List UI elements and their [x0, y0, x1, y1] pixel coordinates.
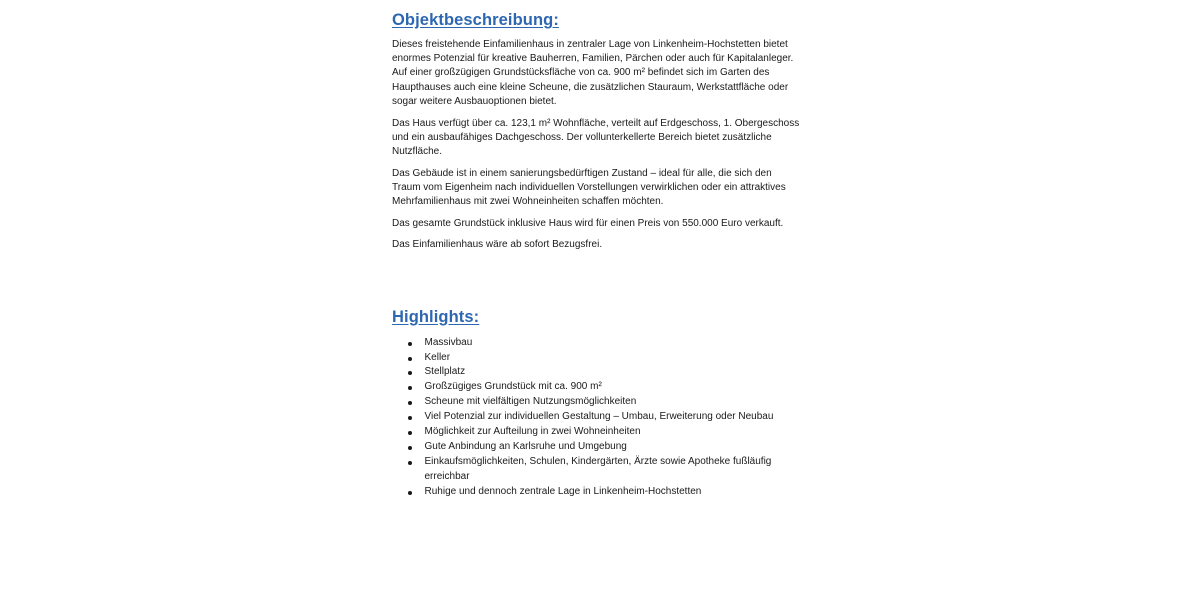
list-item [392, 336, 800, 351]
list-item [392, 380, 800, 395]
bullet-icon [408, 431, 412, 435]
list-item-text: Möglichkeit zur Aufteilung in zwei Wohneinheiten [424, 426, 641, 438]
bullet-icon [408, 357, 412, 361]
list-item [392, 440, 800, 455]
list-item-text: Einkaufsmöglichkeiten, Schulen, Kindergärten, Ärzte sowie Apotheke fußläufig erreichbar [424, 455, 772, 482]
list-item [392, 395, 800, 410]
list-item [392, 365, 800, 380]
paragraph-wohnflaeche: Das Haus verfügt über ca. 123,1 m² Wohnfläche, verteilt auf Erdgeschoss, 1. Obergeschoss und ein ausbaufähiges Dachgeschoss. Der vollunterkellerte Bereich bietet zusätzliche Nutzfläche. [392, 117, 800, 157]
paragraph-bezug: Das Einfamilienhaus wäre ab sofort Bezugsfrei. [392, 239, 603, 251]
list-item [392, 351, 800, 366]
bullet-icon [408, 386, 412, 390]
section-heading-highlights: Highlights: [392, 307, 480, 326]
list-item-text: Stellplatz [424, 366, 466, 378]
document-body [392, 10, 800, 500]
highlights-list [392, 336, 800, 500]
paragraph-preis: Das gesamte Grundstück inklusive Haus wird für einen Preis von 550.000 Euro verkauft. [392, 217, 784, 229]
paragraph-zustand: Das Gebäude ist in einem sanierungsbedürftigen Zustand – ideal für alle, die sich den Traum vom Eigenheim nach individuellen Vorstellungen verwirklichen oder ein attraktives Mehrfamilienhaus mit zwei Wohneinheiten schaffen möchten. [392, 167, 786, 208]
bullet-icon [408, 416, 412, 420]
section-heading-objektbeschreibung: Objektbeschreibung: [392, 11, 559, 29]
list-item-text: Keller [424, 351, 451, 363]
bullet-icon [408, 371, 412, 375]
bullet-icon [408, 401, 412, 405]
list-item [392, 410, 800, 425]
list-item [392, 485, 800, 500]
list-item-text: Scheune mit vielfältigen Nutzungsmöglichkeiten [424, 396, 637, 408]
bullet-icon [408, 461, 412, 465]
bullet-icon [408, 446, 412, 450]
list-item [392, 425, 800, 440]
bullet-icon [408, 342, 412, 346]
bullet-icon [408, 491, 412, 495]
list-item-text: Viel Potenzial zur individuellen Gestaltung – Umbau, Erweiterung oder Neubau [424, 411, 774, 423]
list-item-text: Ruhige und dennoch zentrale Lage in Linkenheim-Hochstetten [424, 485, 702, 497]
list-item-text: Großzügiges Grundstück mit ca. 900 m² [424, 381, 602, 393]
list-item-text: Massivbau [424, 336, 473, 348]
list-item-text: Gute Anbindung an Karlsruhe und Umgebung [424, 440, 627, 452]
list-item [392, 455, 800, 485]
paragraph-intro: Dieses freistehende Einfamilienhaus in zentraler Lage von Linkenheim-Hochstetten bietet enormes Potenzial für kreative Bauherren, Familien, Pärchen oder auch für Kapitalanleger. Auf einer großzügigen Grundstücksfläche von ca. 900 m² befindet sich im Garten des Haupthauses auch eine kleine Scheune, die zusätzlichen Stauraum, Werkstattfläche oder sogar weitere Ausbauoptionen bietet. [392, 39, 794, 107]
